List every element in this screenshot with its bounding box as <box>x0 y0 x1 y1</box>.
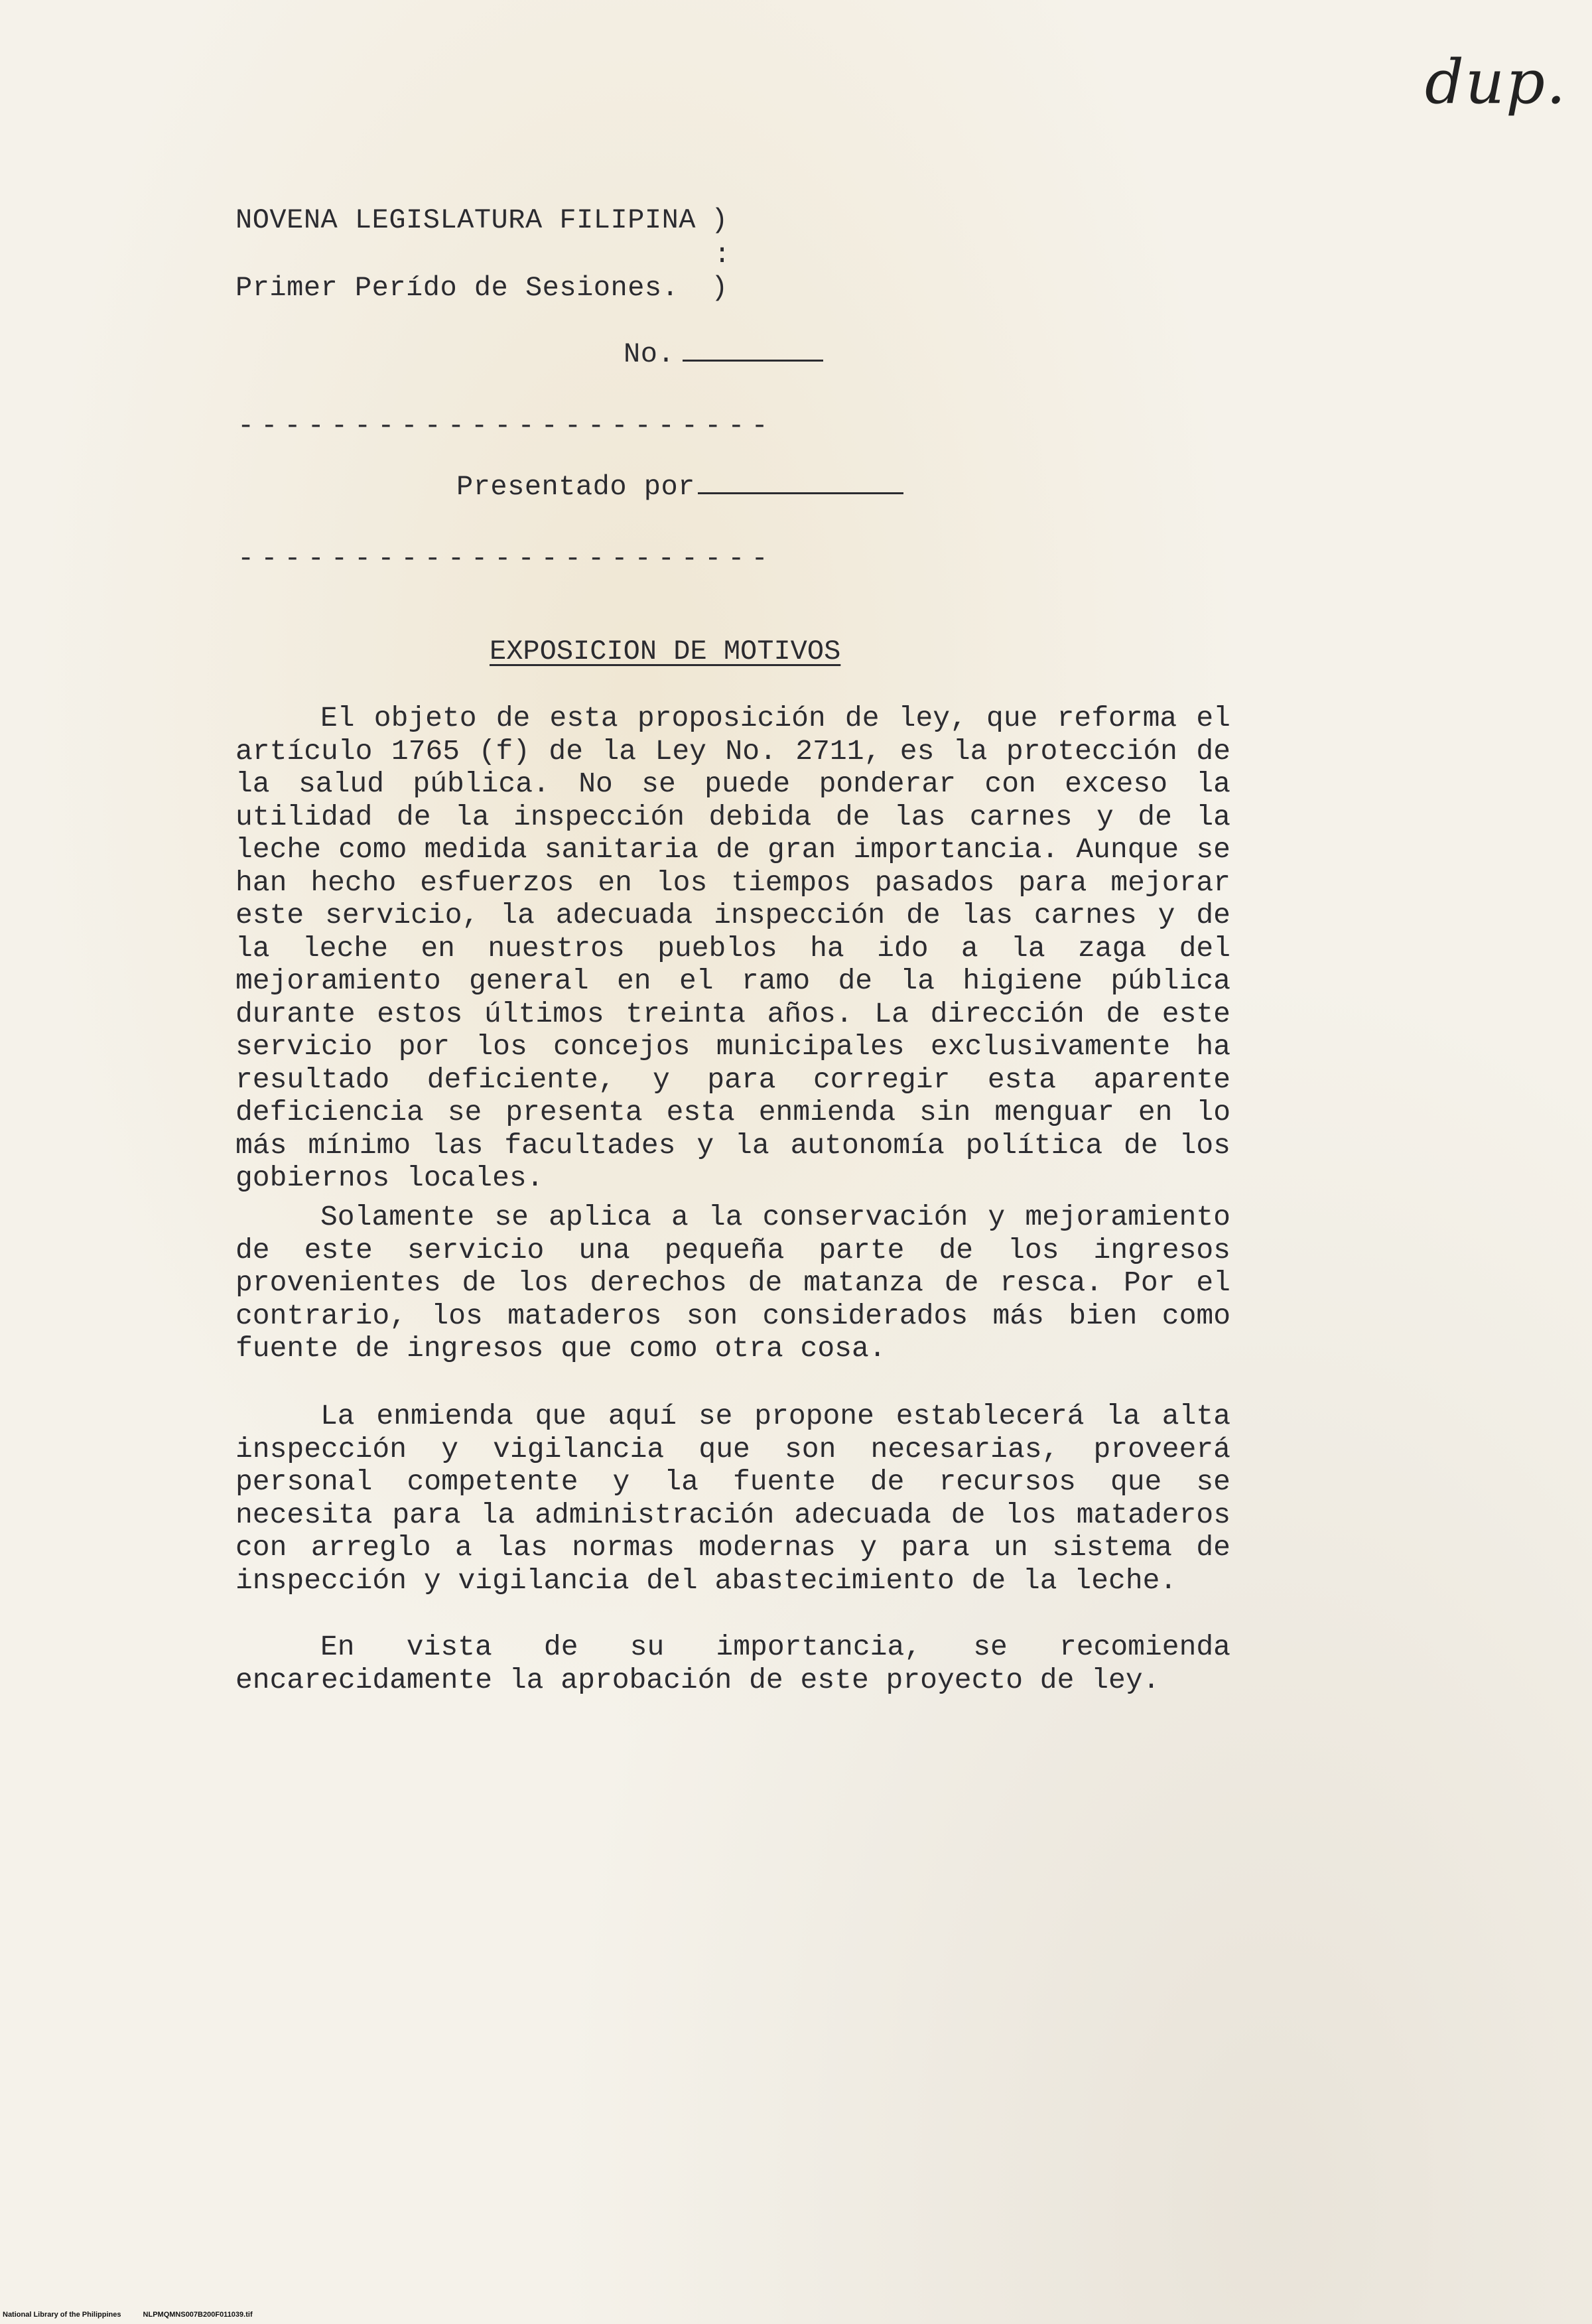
bracket-close: ) <box>711 272 728 304</box>
handwritten-annotation: dup. <box>1425 46 1567 117</box>
paragraph-4: En vista de su importancia, se recomienda encarecidamente la aprobación de este proyecto de ley. <box>235 1631 1230 1696</box>
bracket-open: ) <box>711 204 728 236</box>
separator-bottom: ----------------------- <box>237 543 775 575</box>
section-heading: EXPOSICION DE MOTIVOS <box>490 636 841 667</box>
presented-by-blank <box>698 472 903 494</box>
bill-number-blank <box>683 340 823 362</box>
library-credit: National Library of the Philippines <box>3 2311 121 2319</box>
bracket-colon: : <box>714 239 731 271</box>
paragraph-3: La enmienda que aquí se propone establecerá la alta inspección y vigilancia que son necesarias, proveerá personal competente y la fuente de recursos que se necesita para la administración adecuada de los mataderos con arreglo a las normas modernas y para un sistema de inspección y vigilancia del abastecimiento de la leche. <box>235 1400 1230 1597</box>
bill-number-row <box>624 338 823 370</box>
bill-number-label: No. <box>624 338 675 370</box>
paragraph-1: El objeto de esta proposición de ley, que reforma el artículo 1765 (f) de la Ley No. 2711, es la protección de la salud pública. No se puede ponderar con exceso la utilidad de la inspección debida de las carnes y de la leche como medida sanitaria de gran importancia. Aunque se han hecho esfuerzos en los tiempos pasados para mejorar este servicio, la adecuada inspección de las carnes y de la leche en nuestros pueblos ha ido a la zaga del mejoramiento general en el ramo de la higiene pública durante estos últimos treinta años. La dirección de este servicio por los concejos municipales exclusivamente ha resultado deficiente, y para corregir esta aparente deficiencia se presenta esta enmienda sin menguar en lo más mínimo las facultades y la autonomía política de los gobiernos locales. <box>235 702 1230 1194</box>
file-identifier: NLPMQMNS007B200F011039.tif <box>143 2311 253 2319</box>
presented-by-label: Presentado por <box>456 471 695 503</box>
separator-top: ----------------------- <box>237 410 775 442</box>
legislature-title: NOVENA LEGISLATURA FILIPINA <box>235 204 696 236</box>
presented-by-row <box>456 471 903 503</box>
archive-footer <box>3 2311 273 2319</box>
session-title: Primer Perído de Sesiones. <box>235 272 679 304</box>
paragraph-2: Solamente se aplica a la conservación y mejoramiento de este servicio una pequeña parte de los ingresos provenientes de los derechos de matanza de resca. Por el contrario, los mataderos son considerados más bien como fuente de ingresos que como otra cosa. <box>235 1201 1230 1365</box>
